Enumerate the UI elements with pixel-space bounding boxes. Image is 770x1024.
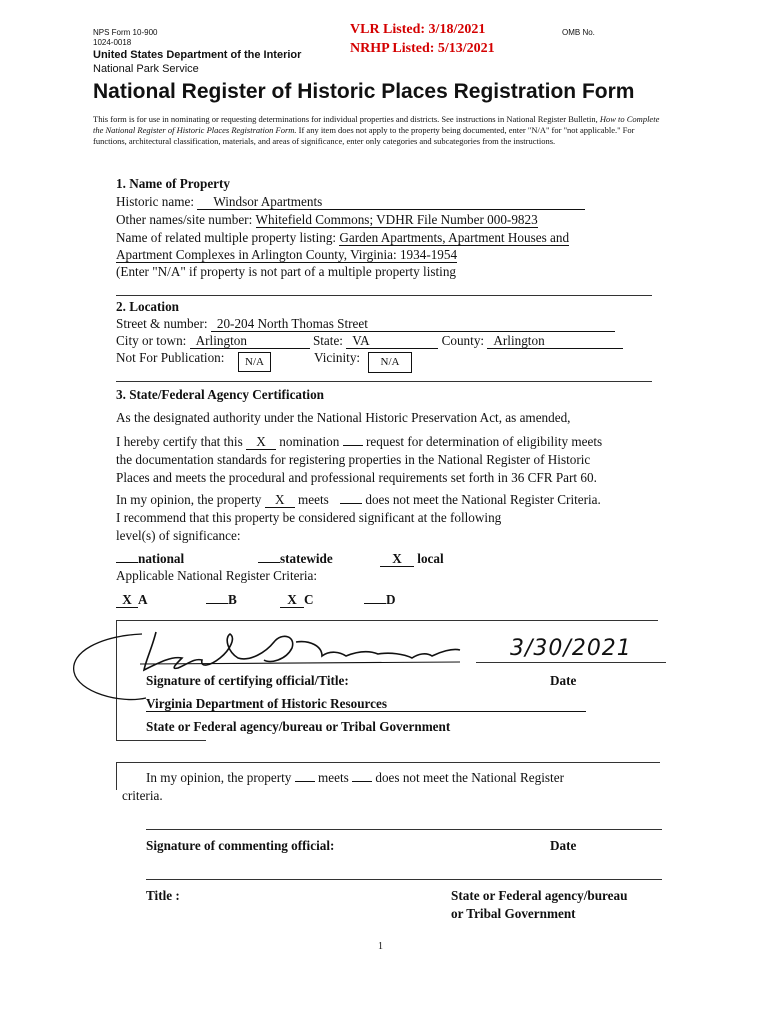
commenting-opinion-prefix: In my opinion, the property — [146, 770, 292, 785]
section-divider-1 — [116, 295, 652, 296]
date-line — [476, 662, 666, 663]
service-name: National Park Service — [93, 63, 199, 75]
criterion-a-checkbox[interactable]: X — [116, 592, 138, 608]
certify-text-3: Places and meets the procedural and professional requirements set forth in 36 CFR Part 60. — [116, 470, 597, 485]
commenting-agency-label-1: State or Federal agency/bureau — [451, 888, 628, 903]
national-checkbox[interactable] — [116, 562, 138, 563]
vlr-listed-stamp: VLR Listed: 3/18/2021 — [350, 22, 486, 37]
city-row — [116, 333, 623, 349]
meets-label: meets — [298, 492, 329, 507]
request-label: request for determination of eligibility meets — [365, 434, 603, 449]
certify-line — [116, 434, 602, 450]
omb-number: OMB No. — [562, 28, 595, 37]
related-listing-row — [116, 230, 569, 246]
authority-text: As the designated authority under the National Historic Preservation Act, as amended, — [116, 410, 571, 425]
criterion-c-label: C — [304, 592, 314, 607]
commenting-title-label: Title : — [146, 888, 180, 903]
historic-name-label: Historic name: — [116, 194, 195, 209]
form-instructions — [93, 114, 669, 147]
commenting-meets-label: meets — [318, 770, 349, 785]
page-number: 1 — [378, 941, 383, 952]
county-label: County: — [441, 333, 485, 348]
criterion-b — [206, 592, 237, 608]
section-1-heading: 1. Name of Property — [116, 176, 231, 191]
criterion-b-checkbox[interactable] — [206, 603, 228, 604]
statewide-label: statewide — [280, 551, 333, 566]
related-listing-label: Name of related multiple property listing: — [116, 230, 337, 245]
historic-name-row — [116, 194, 585, 210]
nomination-checkbox[interactable]: X — [246, 434, 276, 450]
city-label: City or town: — [116, 333, 187, 348]
historic-name-field[interactable]: Windsor Apartments — [197, 194, 585, 210]
na-note: (Enter "N/A" if property is not part of a multiple property listing — [116, 264, 457, 279]
meets-checkbox[interactable]: X — [265, 492, 295, 508]
nrhp-listed-stamp: NRHP Listed: 5/13/2021 — [350, 41, 495, 56]
certify-text-2: the documentation standards for registering properties in the National Register of Historic — [116, 452, 591, 467]
recommend-text: I recommend that this property be considered significant at the following — [116, 510, 502, 525]
form-sub-number: 1024-0018 — [93, 38, 132, 47]
commenting-does-not-meet-checkbox[interactable] — [352, 781, 372, 782]
does-not-meet-label: does not meet the National Register Criteria. — [365, 492, 601, 507]
request-checkbox[interactable] — [343, 445, 363, 446]
commenting-meets-checkbox[interactable] — [295, 781, 315, 782]
agency-name — [146, 696, 586, 712]
criterion-c — [280, 592, 314, 608]
vicinity-label: Vicinity: — [314, 350, 361, 365]
state-field[interactable]: VA — [346, 333, 438, 349]
level-statewide — [258, 551, 333, 567]
opinion-prefix: In my opinion, the property — [116, 492, 262, 507]
commenting-agency-label-2: or Tribal Government — [451, 906, 576, 921]
related-listing-field-2[interactable]: Apartment Complexes in Arlington County, Virginia: 1934-1954 — [116, 247, 458, 262]
criterion-c-checkbox[interactable]: X — [280, 592, 304, 608]
certifying-signature-label: Signature of certifying official/Title: — [146, 673, 349, 688]
local-label: local — [417, 551, 444, 566]
not-for-publication-label: Not For Publication: — [116, 350, 225, 365]
instructions-line-4: from the instructions. — [482, 136, 556, 146]
level-local — [380, 551, 444, 567]
form-title: National Register of Historic Places Registration Form — [93, 80, 635, 103]
commenting-does-not-meet-label: does not meet the National Register — [375, 770, 564, 785]
commenting-title-line — [146, 879, 662, 880]
related-listing-row-2 — [116, 247, 457, 263]
handwritten-date: 3/30/2021 — [510, 636, 632, 661]
county-field[interactable]: Arlington — [487, 333, 623, 349]
commenting-box-top — [116, 762, 660, 763]
state-label: State: — [312, 333, 343, 348]
national-label: national — [138, 551, 185, 566]
instructions-line-1: This form is for use in nominating or requesting determinations for individual properties and districts. See instructions in National Register Bulletin, — [93, 114, 598, 124]
instructions-line-2: If any item does not apply to the property being documented, enter — [296, 125, 526, 135]
nomination-label: nomination — [279, 434, 340, 449]
commenting-criteria-text: criteria. — [122, 788, 163, 803]
opinion-line — [116, 492, 601, 508]
commenting-signature-label: Signature of commenting official: — [146, 838, 335, 853]
related-listing-field-1[interactable]: Garden Apartments, Apartment Houses and — [339, 230, 570, 245]
agency-name-field[interactable]: Virginia Department of Historic Resources — [146, 696, 586, 712]
commenting-date-label: Date — [550, 838, 577, 853]
level-national — [116, 551, 184, 567]
certifying-date-label: Date — [550, 673, 577, 688]
criterion-d-label: D — [386, 592, 396, 607]
criterion-b-label: B — [228, 592, 237, 607]
street-row — [116, 316, 615, 332]
commenting-box-left — [116, 762, 117, 790]
commenting-signature-line — [146, 829, 662, 830]
levels-text: level(s) of significance: — [116, 528, 241, 543]
criteria-label: Applicable National Register Criteria: — [116, 568, 318, 583]
other-names-row — [116, 212, 538, 228]
city-field[interactable]: Arlington — [190, 333, 310, 349]
does-not-meet-checkbox[interactable] — [340, 503, 362, 504]
section-divider-2 — [116, 381, 652, 382]
form-number: NPS Form 10-900 — [93, 28, 158, 37]
criterion-d-checkbox[interactable] — [364, 603, 386, 604]
other-names-field[interactable]: Whitefield Commons; VDHR File Number 000-9823 — [255, 212, 538, 227]
certify-box-bottom — [116, 740, 206, 741]
local-checkbox[interactable]: X — [380, 551, 414, 567]
department-name: United States Department of the Interior — [93, 49, 302, 61]
section-2-heading: 2. Location — [116, 299, 180, 314]
certify-prefix: I hereby certify that this — [116, 434, 243, 449]
section-3-heading: 3. State/Federal Agency Certification — [116, 387, 325, 402]
instructions-line-3: "N/A" for "not applicable." For functions, architectural classification, materials, and areas of significance, enter only categories and subcategories — [93, 125, 635, 146]
instructions-bulletin-title: How to Complete the National Register of Historic Places Registration Form. — [93, 114, 660, 135]
not-for-publication-box[interactable]: N/A — [238, 352, 271, 372]
criterion-d — [364, 592, 396, 608]
statewide-checkbox[interactable] — [258, 562, 280, 563]
other-names-label: Other names/site number: — [116, 212, 253, 227]
vicinity-box[interactable]: N/A — [368, 352, 412, 373]
street-field[interactable]: 20-204 North Thomas Street — [211, 316, 615, 332]
criterion-a — [116, 592, 148, 608]
agency-label: State or Federal agency/bureau or Tribal Government — [146, 719, 451, 734]
street-label: Street & number: — [116, 316, 208, 331]
criterion-a-label: A — [138, 592, 148, 607]
commenting-opinion-line — [146, 770, 564, 786]
